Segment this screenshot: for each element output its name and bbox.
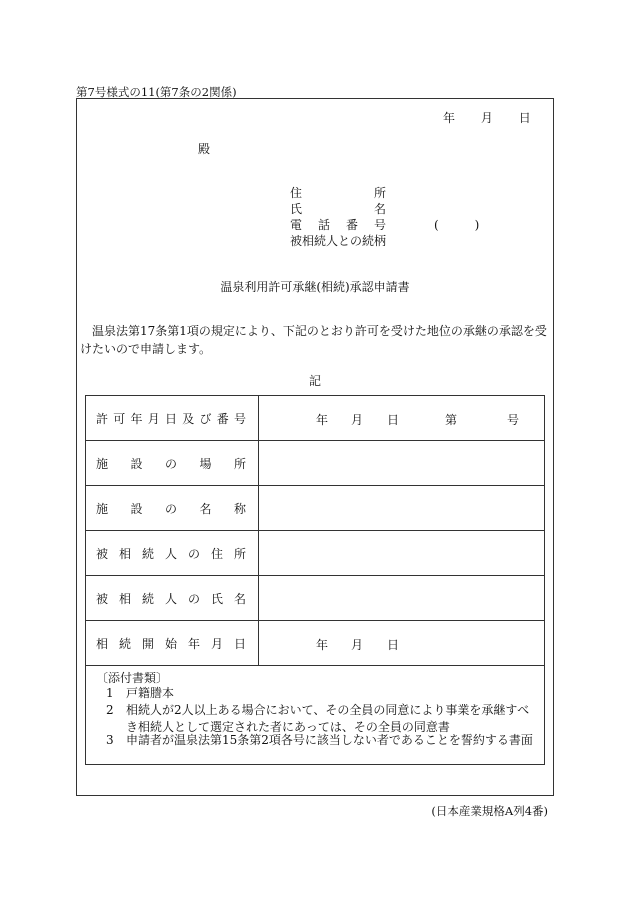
attachment-number: 2	[106, 703, 114, 717]
applicant-phone-paren: ( )	[434, 218, 480, 232]
list-item	[106, 732, 538, 749]
row-label-inheritance-start-date: 相続開始年月日	[96, 636, 246, 651]
list-item	[106, 702, 538, 736]
date-year: 年	[443, 111, 456, 125]
attachments-heading: 〔添付書類〕	[96, 671, 169, 685]
permit-month: 月	[351, 413, 364, 427]
decedent-name-field[interactable]	[259, 576, 545, 621]
date-day: 日	[518, 111, 531, 125]
attachment-number: 3	[106, 733, 114, 747]
permit-go: 号	[507, 413, 520, 427]
table-row	[86, 576, 545, 621]
applicant-relationship-label: 被相続人との続柄	[290, 234, 387, 248]
row-label-facility-location: 施設の場所	[96, 456, 246, 471]
form-number: 第7号様式の11(第7条の2関係)	[76, 85, 237, 99]
applicant-address-label: 住所	[290, 186, 386, 200]
table-row	[86, 441, 545, 486]
items-table	[85, 395, 545, 666]
document-title: 温泉利用許可承継(相続)承認申請書	[220, 280, 410, 294]
inheritance-year: 年	[316, 638, 329, 652]
date-line	[443, 109, 531, 126]
permit-year: 年	[316, 413, 329, 427]
list-item	[106, 685, 538, 702]
inheritance-start-date-field[interactable]	[259, 621, 545, 666]
inheritance-month: 月	[351, 638, 364, 652]
ki-heading: 記	[308, 374, 321, 388]
row-label-decedent-name: 被相続人の氏名	[96, 591, 246, 606]
row-label-facility-name: 施設の名称	[96, 501, 246, 516]
attachment-text: 相続人が2人以上ある場合において、その全員の同意により事業を承継すべき相続人として選定された者にあっては、その全員の同意書	[126, 703, 530, 734]
addressee-suffix: 殿	[198, 142, 211, 156]
applicant-phone-label: 電話番号	[290, 218, 386, 232]
decedent-address-field[interactable]	[259, 531, 545, 576]
permit-day: 日	[387, 413, 400, 427]
footer-paper-size: (日本産業規格A列4番)	[431, 804, 548, 818]
applicant-name-label: 氏名	[290, 202, 386, 216]
attachment-text: 戸籍謄本	[126, 686, 175, 700]
table-row	[86, 621, 545, 666]
attachment-number: 1	[106, 686, 114, 700]
table-row	[86, 486, 545, 531]
inheritance-day: 日	[387, 638, 400, 652]
table-row	[86, 396, 545, 441]
facility-name-field[interactable]	[259, 486, 545, 531]
attachments-box	[85, 666, 545, 765]
table-row	[86, 531, 545, 576]
attachment-text: 申請者が温泉法第15条第2項各号に該当しない者であることを誓約する書面	[126, 733, 533, 747]
permit-dai: 第	[445, 413, 458, 427]
body-text: 温泉法第17条第1項の規定により、下記のとおり許可を受けた地位の承継の承認を受けたいので申請します。	[80, 324, 547, 356]
row-label-permit-date-number: 許可年月日及び番号	[96, 411, 246, 426]
permit-date-number-field[interactable]	[259, 396, 545, 441]
facility-location-field[interactable]	[259, 441, 545, 486]
date-month: 月	[480, 111, 493, 125]
row-label-decedent-address: 被相続人の住所	[96, 546, 246, 561]
